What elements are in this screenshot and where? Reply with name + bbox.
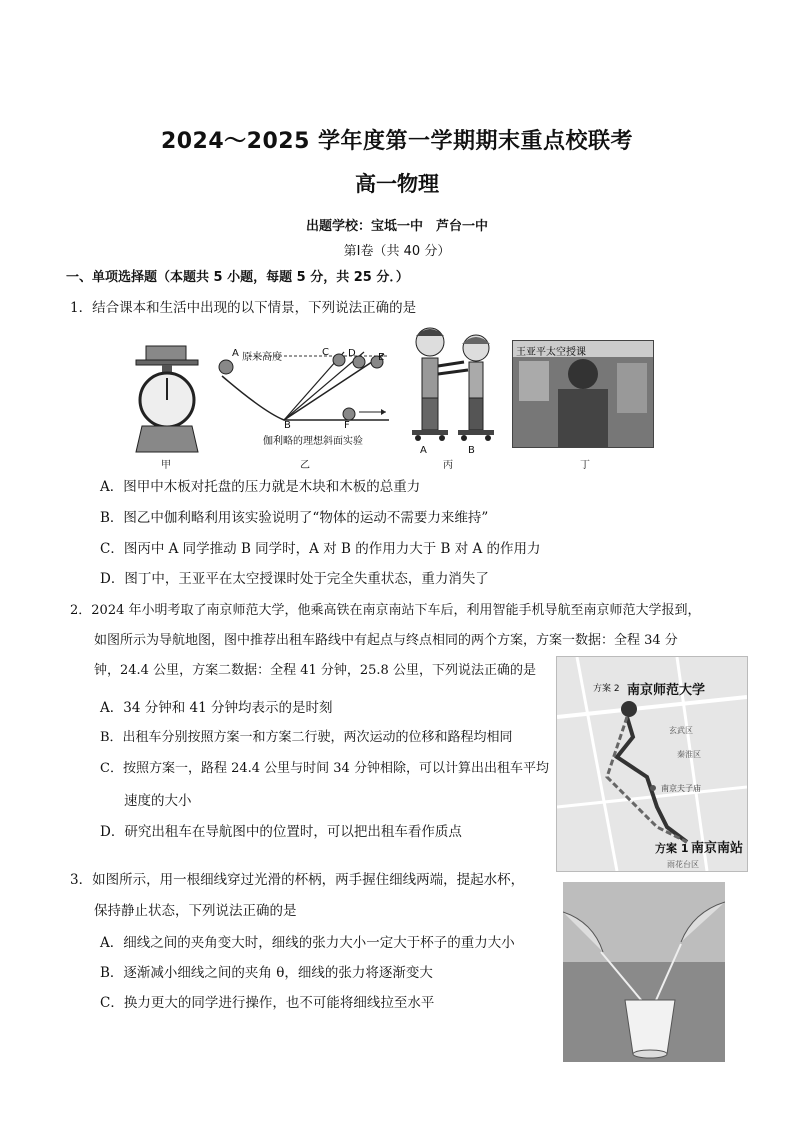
students-figure (402, 322, 494, 444)
map-district-yuhuatai: 雨花台区 (667, 860, 699, 869)
map-district-qinhuai: 秦淮区 (677, 750, 701, 759)
q1-option-a: A．图甲中木板对托盘的压力就是木块和木板的总重力 (100, 479, 421, 495)
figure-bing-label: 丙 (443, 460, 453, 471)
q2-stem-line2: 如图所示为导航地图，图中推荐出租车路线中有起点与终点相同的两个方案，方案一数据：全程 34 分 (94, 633, 678, 648)
figure-jia-label: 甲 (161, 460, 171, 471)
map-plan2-label: 方案 2 (593, 684, 620, 694)
exam-subject: 高一物理 (355, 172, 439, 196)
figure-yi-label: 乙 (300, 460, 310, 471)
incline-point-b: B (284, 420, 291, 431)
incline-height-label: 原来高度 (242, 352, 282, 363)
incline-point-c: C (322, 347, 329, 358)
exam-title: 2024～2025 学年度第一学期期末重点校联考 (160, 129, 634, 154)
q3-stem-line1: 3．如图所示，用一根细线穿过光滑的杯柄，两手握住细线两端，提起水杯， (70, 872, 525, 888)
map-poi-fuzimiao: 南京夫子庙 (661, 784, 701, 793)
map-destination: 南京师范大学 (627, 683, 706, 698)
section-heading: 一、单项选择题（本题共 5 小题，每题 5 分，共 25 分．） (66, 270, 409, 285)
figure-ding-label: 丁 (580, 460, 590, 471)
incline-point-d: D (348, 348, 356, 359)
incline-point-e: E (378, 352, 385, 363)
q2-stem-line3: 钟，24.4 公里，方案二数据：全程 41 分钟，25.8 公里，下列说法正确的是 (94, 663, 536, 678)
map-plan1-label: 方案 1 (655, 842, 689, 855)
q2-option-a: A．34 分钟和 41 分钟均表示的是时刻 (100, 700, 333, 716)
incline-caption: 伽利略的理想斜面实验 (263, 436, 363, 447)
exam-schools: 出题学校：宝坻一中 芦台一中 (305, 219, 488, 234)
navigation-map (556, 656, 748, 872)
q3-stem-line2: 保持静止状态，下列说法正确的是 (94, 903, 297, 919)
incline-point-f: F (344, 420, 350, 431)
q1-stem: 1．结合课本和生活中出现的以下情景，下列说法正确的是 (70, 300, 417, 316)
space-lesson-banner: 王亚平太空授课 (516, 347, 586, 358)
q3-option-c: C．换力更大的同学进行操作，也不可能将细线拉至水平 (100, 995, 435, 1011)
q2-stem-line1: 2．2024 年小明考取了南京师范大学，他乘高铁在南京南站下车后，利用智能手机导航至南京师范大学报到， (70, 603, 701, 618)
q2-option-c: C．按照方案一，路程 24.4 公里与时间 34 分钟相除，可以计算出出租车平均 (100, 761, 549, 776)
exam-volume: 第Ⅰ卷（共 40 分） (343, 244, 451, 259)
q2-option-c-cont: 速度的大小 (124, 793, 192, 809)
map-district-xuanwu: 玄武区 (669, 726, 693, 735)
cup-photo (563, 882, 725, 1062)
student-a-label: A (420, 445, 427, 456)
q2-option-b: B．出租车分别按照方案一和方案二行驶，两次运动的位移和路程均相同 (100, 730, 513, 745)
q2-option-d: D．研究出租车在导航图中的位置时，可以把出租车看作质点 (100, 824, 462, 840)
incline-point-a: A (232, 348, 239, 359)
q3-option-a: A．细线之间的夹角变大时，细线的张力大小一定大于杯子的重力大小 (100, 935, 515, 951)
q1-option-d: D．图丁中，王亚平在太空授课时处于完全失重状态，重力消失了 (100, 571, 489, 587)
q1-option-b: B．图乙中伽利略利用该实验说明了“物体的运动不需要力来维持” (100, 510, 489, 526)
student-b-label: B (468, 445, 475, 456)
q3-option-b: B．逐渐减小细线之间的夹角 θ，细线的张力将逐渐变大 (100, 965, 433, 981)
scale-figure (132, 340, 202, 455)
map-origin: 南京南站 (691, 841, 744, 856)
q1-option-c: C．图丙中 A 同学推动 B 同学时，A 对 B 的作用力大于 B 对 A 的作用力 (100, 541, 541, 557)
